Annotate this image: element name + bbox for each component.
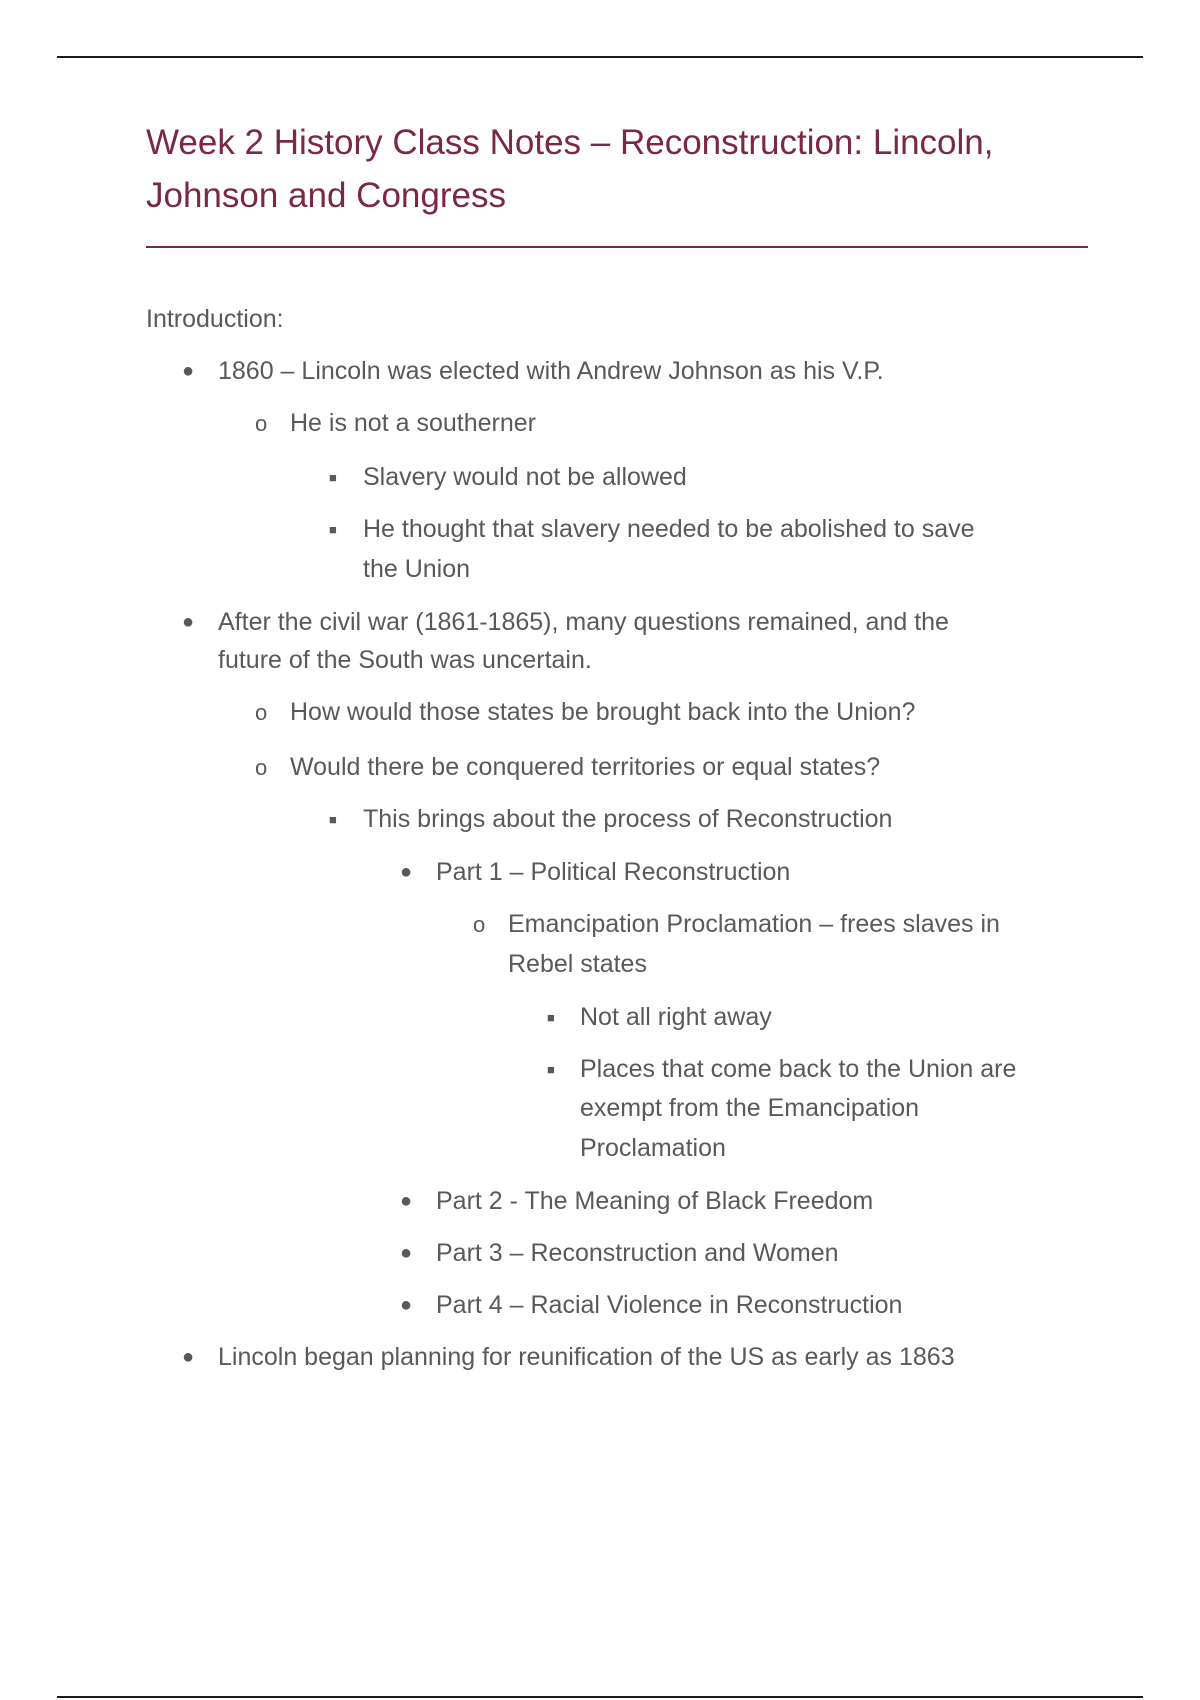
square-bullet-icon: ■ xyxy=(329,812,337,827)
list-item: He is not a southerner xyxy=(290,409,536,437)
list-item: Would there be conquered territories or equal states? xyxy=(290,753,881,781)
circle-bullet-icon: o xyxy=(473,912,486,937)
list-item: Part 3 – Reconstruction and Women xyxy=(436,1239,839,1267)
disc-bullet-icon: ● xyxy=(182,1346,195,1368)
list-item: Part 1 – Political Reconstruction xyxy=(436,858,791,886)
list-item: After the civil war (1861-1865), many questions remained, and the xyxy=(218,608,949,636)
list-item-continuation: Rebel states xyxy=(508,950,647,978)
intro-heading: Introduction: xyxy=(146,305,284,333)
circle-bullet-icon: o xyxy=(255,411,268,436)
disc-bullet-icon: ● xyxy=(400,861,413,883)
title-line-2: Johnson and Congress xyxy=(146,176,506,215)
page-bottom-rule xyxy=(57,1696,1143,1698)
list-item: Part 2 - The Meaning of Black Freedom xyxy=(436,1187,874,1215)
title-underline xyxy=(146,246,1088,248)
page-top-rule xyxy=(57,56,1143,58)
circle-bullet-icon: o xyxy=(255,755,268,780)
disc-bullet-icon: ● xyxy=(400,1190,413,1212)
list-item-continuation: exempt from the Emancipation xyxy=(580,1094,920,1122)
list-item: Places that come back to the Union are xyxy=(580,1055,1017,1083)
list-item: This brings about the process of Reconstruction xyxy=(363,805,893,833)
list-item: Emancipation Proclamation – frees slaves in xyxy=(508,910,1000,938)
list-item-continuation: the Union xyxy=(363,555,471,583)
disc-bullet-icon: ● xyxy=(400,1242,413,1264)
list-item: Not all right away xyxy=(580,1003,772,1031)
list-item: How would those states be brought back into the Union? xyxy=(290,698,916,726)
document-title xyxy=(146,116,1046,222)
square-bullet-icon: ■ xyxy=(547,1010,555,1025)
disc-bullet-icon: ● xyxy=(400,1294,413,1316)
list-item: Lincoln began planning for reunification of the US as early as 1863 xyxy=(218,1343,955,1371)
disc-bullet-icon: ● xyxy=(182,360,195,382)
circle-bullet-icon: o xyxy=(255,700,268,725)
disc-bullet-icon: ● xyxy=(182,611,195,633)
square-bullet-icon: ■ xyxy=(547,1062,555,1077)
list-item: 1860 – Lincoln was elected with Andrew Johnson as his V.P. xyxy=(218,357,884,385)
list-item: Part 4 – Racial Violence in Reconstruction xyxy=(436,1291,903,1319)
list-item-continuation: Proclamation xyxy=(580,1134,726,1162)
list-item: He thought that slavery needed to be abolished to save xyxy=(363,515,975,543)
title-line-1: Week 2 History Class Notes – Reconstruction: Lincoln, xyxy=(146,123,994,162)
square-bullet-icon: ■ xyxy=(329,522,337,537)
list-item: Slavery would not be allowed xyxy=(363,463,687,491)
list-item-continuation: future of the South was uncertain. xyxy=(218,646,592,674)
square-bullet-icon: ■ xyxy=(329,470,337,485)
